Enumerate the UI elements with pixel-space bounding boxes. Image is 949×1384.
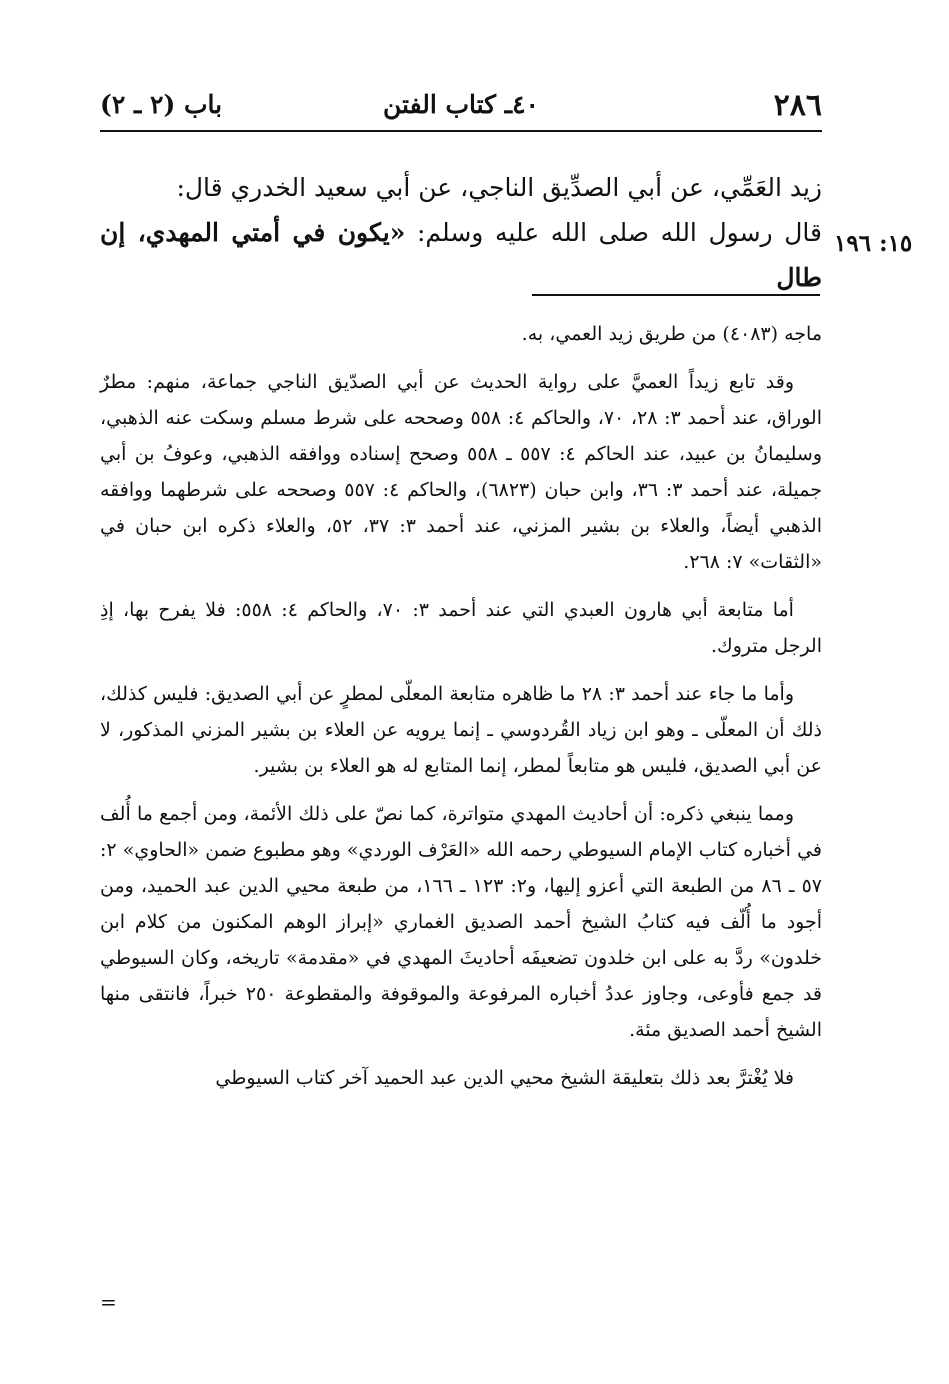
footnote-separator bbox=[532, 294, 820, 296]
main-line-1: زيد العَمِّي، عن أبي الصدِّيق الناجي، عن أبي سعيد الخدري قال: bbox=[176, 173, 822, 202]
section-label: باب (٢ ـ ٢) bbox=[100, 90, 223, 119]
footnote-paragraph: أما متابعة أبي هارون العبدي التي عند أحمد ٣: ٧٠، والحاكم ٤: ٥٥٨: فلا يفرح بها، إذِ الرجل متروك. bbox=[100, 599, 822, 657]
chapter-title: ٤٠ـ كتاب الفتن bbox=[383, 90, 539, 119]
page-header bbox=[100, 88, 822, 132]
footnote-paragraph: وقد تابع زيداً العميَّ على رواية الحديث عن أبي الصدّيق الناجي جماعة، منهم: مطرٌ الوراق، عند أحمد ٣: ٢٨، ٧٠، والحاكم ٤: ٥٥٨ وصححه على شرط مسلم وسكت عنه الذهبي، وسليمانُ بن عبيد، عند الحاكم ٤: ٥٥٧ ـ ٥٥٨ وصحح إسناده ووافقه الذهبي، وعوفُ بن أبي جميلة، عند أحمد ٣: ٣٦، وابن حبان (٦٨٢٣)، والحاكم ٤: ٥٥٧ وصححه على شرطهما ووافقه الذهبي أيضاً، والعلاء بن بشير المزني، عند أحمد ٣: ٣٧، ٥٢، والعلاء ذكره ابن حبان في «الثقات» ٧: ٢٦٨. bbox=[100, 371, 822, 573]
page-number: ٢٨٦ bbox=[773, 88, 822, 123]
continuation-mark: = bbox=[100, 1290, 117, 1314]
footnote-paragraph: فلا يُغْترَّ بعد ذلك بتعليقة الشيخ محيي الدين عبد الحميد آخر كتاب السيوطي bbox=[215, 1067, 794, 1089]
footnote-paragraph: ماجه (٤٠٨٣) من طريق زيد العمي، به. bbox=[521, 323, 822, 345]
main-text bbox=[100, 165, 822, 300]
margin-reference: ١٥: ١٩٦ bbox=[834, 230, 913, 257]
hadith-quote: «يكون في أمتي المهدي، إن طال bbox=[100, 218, 822, 292]
main-line-2-normal: قال رسول الله صلى الله عليه وسلم: bbox=[405, 218, 822, 247]
footnotes bbox=[100, 316, 822, 1108]
main-line-2 bbox=[100, 210, 822, 300]
footnote-paragraph: ومما ينبغي ذكره: أن أحاديث المهدي متواترة، كما نصّ على ذلك الأئمة، ومن أجمع ما أُلف في أخباره كتاب الإمام السيوطي رحمه الله «العَرْف الوردي» وهو مطبوع ضمن «الحاوي» ٢: ٥٧ ـ ٨٦ من الطبعة التي أعزو إليها، و٢: ١٢٣ ـ ١٦٦، من طبعة محيي الدين عبد الحميد، ومن أجود ما أُلّف فيه كتابُ الشيخ أحمد الصديق الغماري «إبراز الوهم المكنون من كلام ابن خلدون» ردَّ به على ابن خلدون تضعيفَه أحاديثَ المهدي في «مقدمة» تاريخه، وكان السيوطي قد جمع فأوعى، وجاوز عددُ أخباره المرفوعة والموقوفة والمقطوعة ٢٥٠ خبراً، فانتقى منها الشيخ أحمد الصديق مئة. bbox=[100, 803, 823, 1041]
footnote-paragraph: وأما ما جاء عند أحمد ٣: ٢٨ ما ظاهره متابعة المعلّى لمطرٍ عن أبي الصديق: فليس كذلك، ذلك أن المعلّى ـ وهو ابن زياد القُردوسي ـ إنما يرويه عن العلاء بن بشير المزني المذكور، لا عن أبي الصديق، فليس هو متابعاً لمطر، إنما المتابع له هو العلاء بن بشير. bbox=[100, 683, 822, 777]
